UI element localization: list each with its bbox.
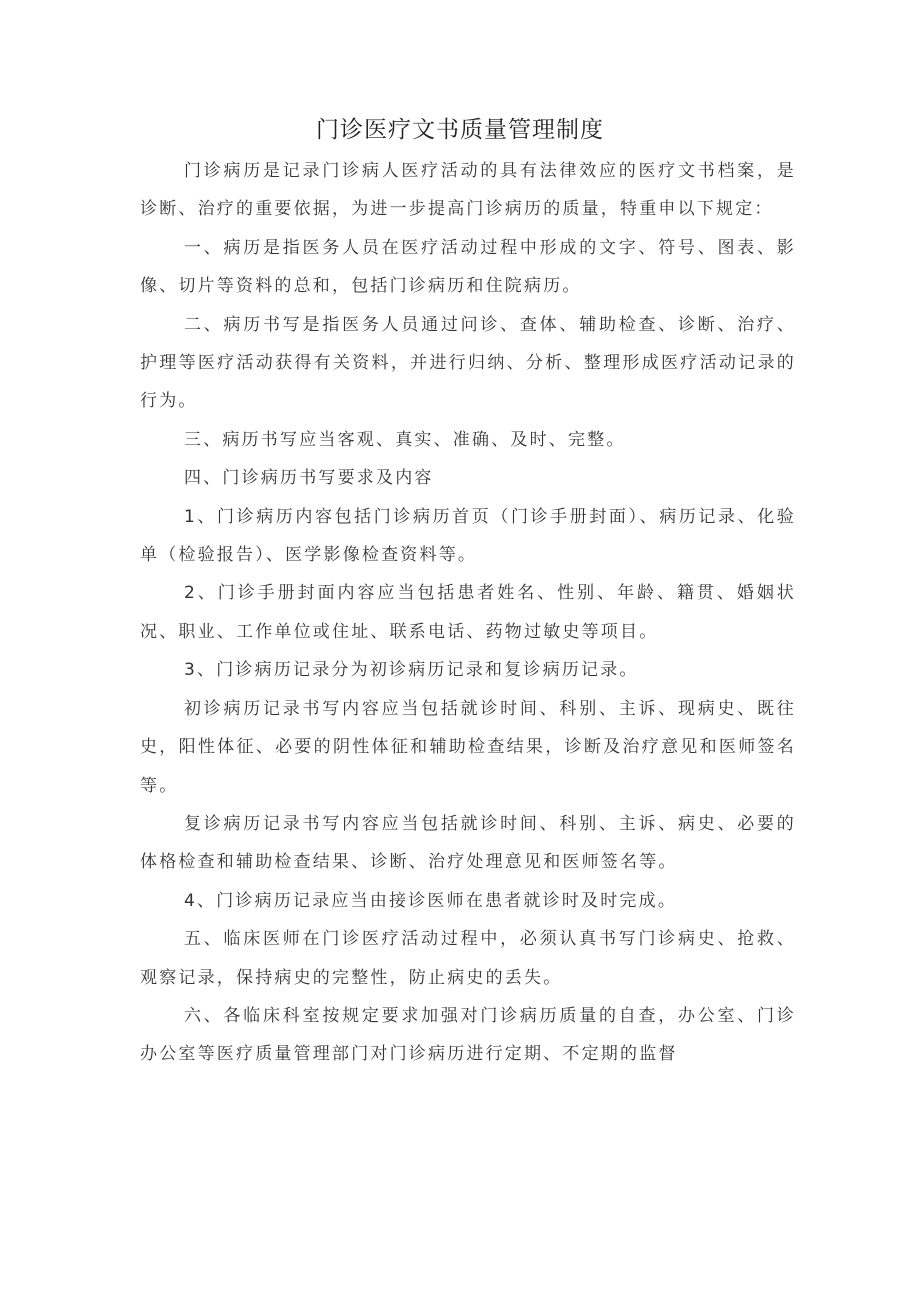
paragraph-intro: 门诊病历是记录门诊病人医疗活动的具有法律效应的医疗文书档案，是诊断、治疗的重要依据，为进一步提高门诊病历的质量，特重申以下规定： [140, 161, 796, 220]
paragraph-item-3: 三、病历书写应当客观、真实、准确、及时、完整。 [184, 429, 626, 450]
paragraph-subitem-1: 1、门诊病历内容包括门诊病历首页（门诊手册封面）、病历记录、化验单（检验报告）、医学影像检查资料等。 [140, 506, 796, 566]
paragraph-subitem-4: 4、门诊病历记录应当由接诊医师在患者就诊时及时完成。 [184, 890, 678, 911]
paragraph-item-1: 一、病历是指医务人员在医疗活动过程中形成的文字、符号、图表、影像、切片等资料的总和，包括门诊病历和住院病历。 [140, 237, 796, 297]
paragraph-item-6: 六、各临床科室按规定要求加强对门诊病历质量的自查，办公室、门诊办公室等医疗质量管理部门对门诊病历进行定期、不定期的监督 [140, 1005, 796, 1065]
paragraph-item-2: 二、病历书写是指医务人员通过问诊、查体、辅助检查、诊断、治疗、护理等医疗活动获得有关资料，并进行归纳、分析、整理形成医疗活动记录的行为。 [140, 314, 796, 412]
paragraph-subitem-2: 2、门诊手册封面内容应当包括患者姓名、性别、年龄、籍贯、婚姻状况、职业、工作单位或住址、联系电话、药物过敏史等项目。 [140, 583, 796, 642]
paragraph-item-5: 五、临床医师在门诊医疗活动过程中，必须认真书写门诊病史、抢救、观察记录，保持病史的完整性，防止病史的丢失。 [140, 929, 796, 988]
document-body [140, 152, 796, 1074]
paragraph-return-visit: 复诊病历记录书写内容应当包括就诊时间、科别、主诉、病史、必要的体格检查和辅助检查结果、诊断、治疗处理意见和医师签名等。 [140, 813, 796, 873]
paragraph-initial-visit: 初诊病历记录书写内容应当包括就诊时间、科别、主诉、现病史、既往史，阳性体征、必要的阴性体征和辅助检查结果，诊断及治疗意见和医师签名等。 [140, 698, 796, 796]
paragraph-subitem-3: 3、门诊病历记录分为初诊病历记录和复诊病历记录。 [184, 660, 639, 681]
document-title: 门诊医疗文书质量管理制度 [316, 117, 604, 143]
paragraph-item-4: 四、门诊病历书写要求及内容 [184, 468, 434, 489]
